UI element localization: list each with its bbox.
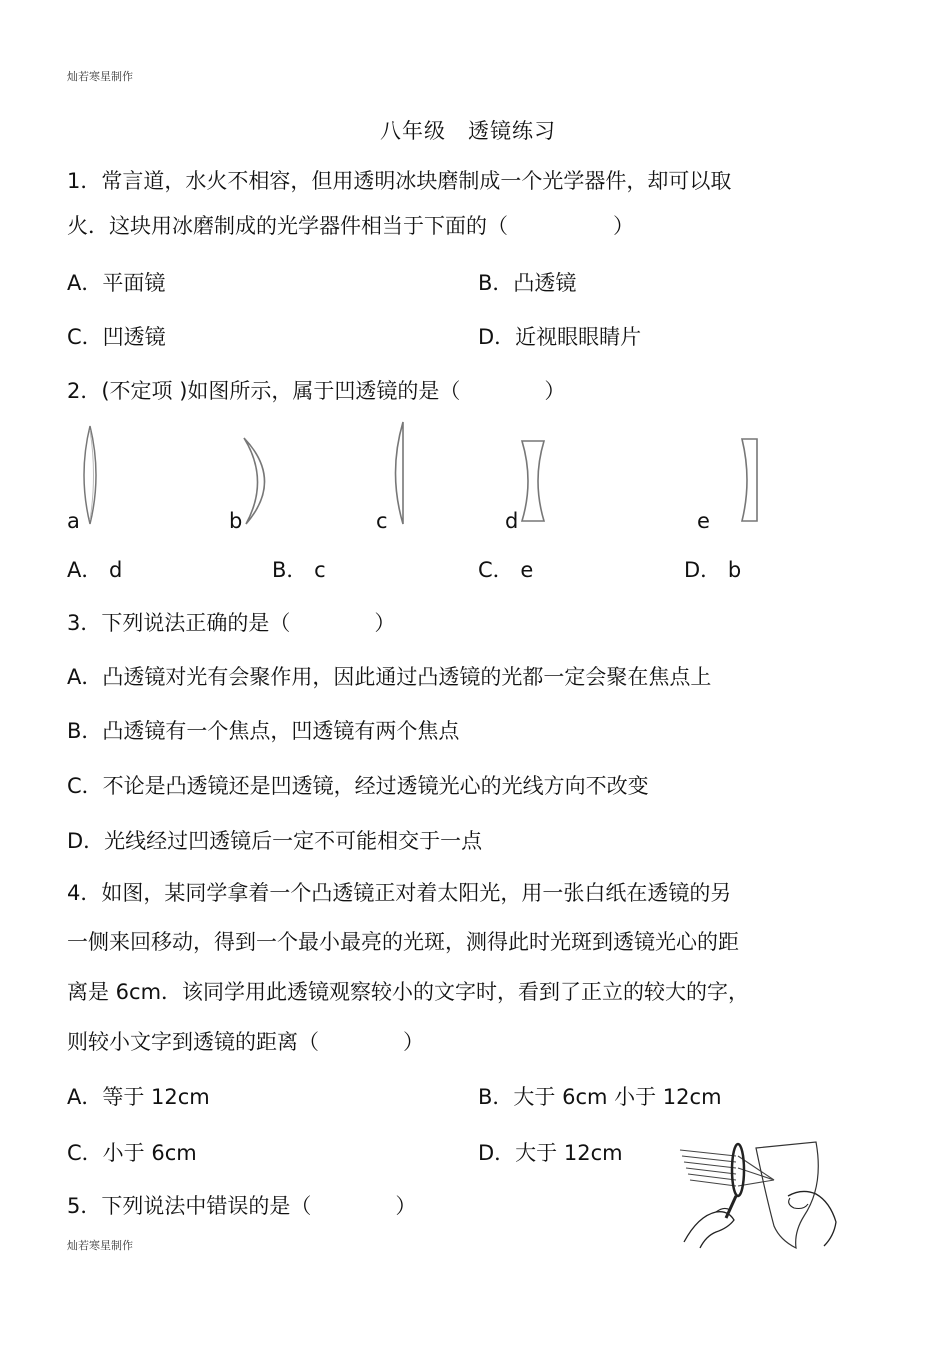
lens-c-label: c <box>376 509 388 533</box>
q4-option-a: A．等于 12cm <box>67 1085 210 1109</box>
lens-e-label: e <box>697 509 710 533</box>
lens-a-figure <box>80 424 104 526</box>
q3-option-d: D．光线经过凹透镜后一定不可能相交于一点 <box>67 829 483 853</box>
q3-stem: 3．下列说法正确的是（ ） <box>67 611 396 635</box>
q1-line-1: 1．常言道，水火不相容，但用透明冰块磨制成一个光学器件，却可以取 <box>67 169 732 193</box>
q4-line-3: 离是 6cm．该同学用此透镜观察较小的文字时，看到了正立的较大的字， <box>67 980 750 1004</box>
q2-option-b: B． c <box>272 558 326 582</box>
q1-option-c: C．凹透镜 <box>67 325 166 349</box>
q1-option-b: B．凸透镜 <box>478 271 577 295</box>
q2-option-d: D． b <box>684 558 742 582</box>
q2-option-c: C． e <box>478 558 534 582</box>
lens-sunlight-illustration <box>676 1136 840 1254</box>
header-watermark: 灿若寒星制作 <box>67 70 133 83</box>
q2-stem: 2．(不定项 )如图所示，属于凹透镜的是（ ） <box>67 379 566 403</box>
q3-option-c: C．不论是凸透镜还是凹透镜，经过透镜光心的光线方向不改变 <box>67 774 649 798</box>
q1-option-a: A．平面镜 <box>67 271 166 295</box>
q1-option-d: D．近视眼眼睛片 <box>478 325 642 349</box>
q4-option-d: D．大于 12cm <box>478 1141 623 1165</box>
q4-option-b: B．大于 6cm 小于 12cm <box>478 1085 722 1109</box>
q4-line-4: 则较小文字到透镜的距离（ ） <box>67 1030 424 1054</box>
lens-d-label: d <box>505 509 519 533</box>
lens-e-figure <box>740 437 760 523</box>
lens-b-label: b <box>229 509 243 533</box>
q2-option-a: A． d <box>67 558 123 582</box>
lens-a-label: a <box>67 509 80 533</box>
q3-option-a: A．凸透镜对光有会聚作用，因此通过凸透镜的光都一定会聚在焦点上 <box>67 665 712 689</box>
lens-b-figure <box>238 436 278 528</box>
q5-stem: 5．下列说法中错误的是（ ） <box>67 1194 417 1218</box>
q4-option-c: C．小于 6cm <box>67 1141 197 1165</box>
page-title: 八年级 透镜练习 <box>380 119 556 143</box>
q4-line-1: 4．如图，某同学拿着一个凸透镜正对着太阳光，用一张白纸在透镜的另 <box>67 881 732 905</box>
q1-line-2: 火．这块用冰磨制成的光学器件相当于下面的（ ） <box>67 214 634 238</box>
lens-c-figure <box>392 420 414 526</box>
footer-watermark: 灿若寒星制作 <box>67 1239 133 1252</box>
q3-option-b: B．凸透镜有一个焦点，凹透镜有两个焦点 <box>67 719 460 743</box>
q4-line-2: 一侧来回移动，得到一个最小最亮的光斑，测得此时光斑到透镜光心的距 <box>67 930 739 954</box>
lens-d-figure <box>521 439 545 523</box>
